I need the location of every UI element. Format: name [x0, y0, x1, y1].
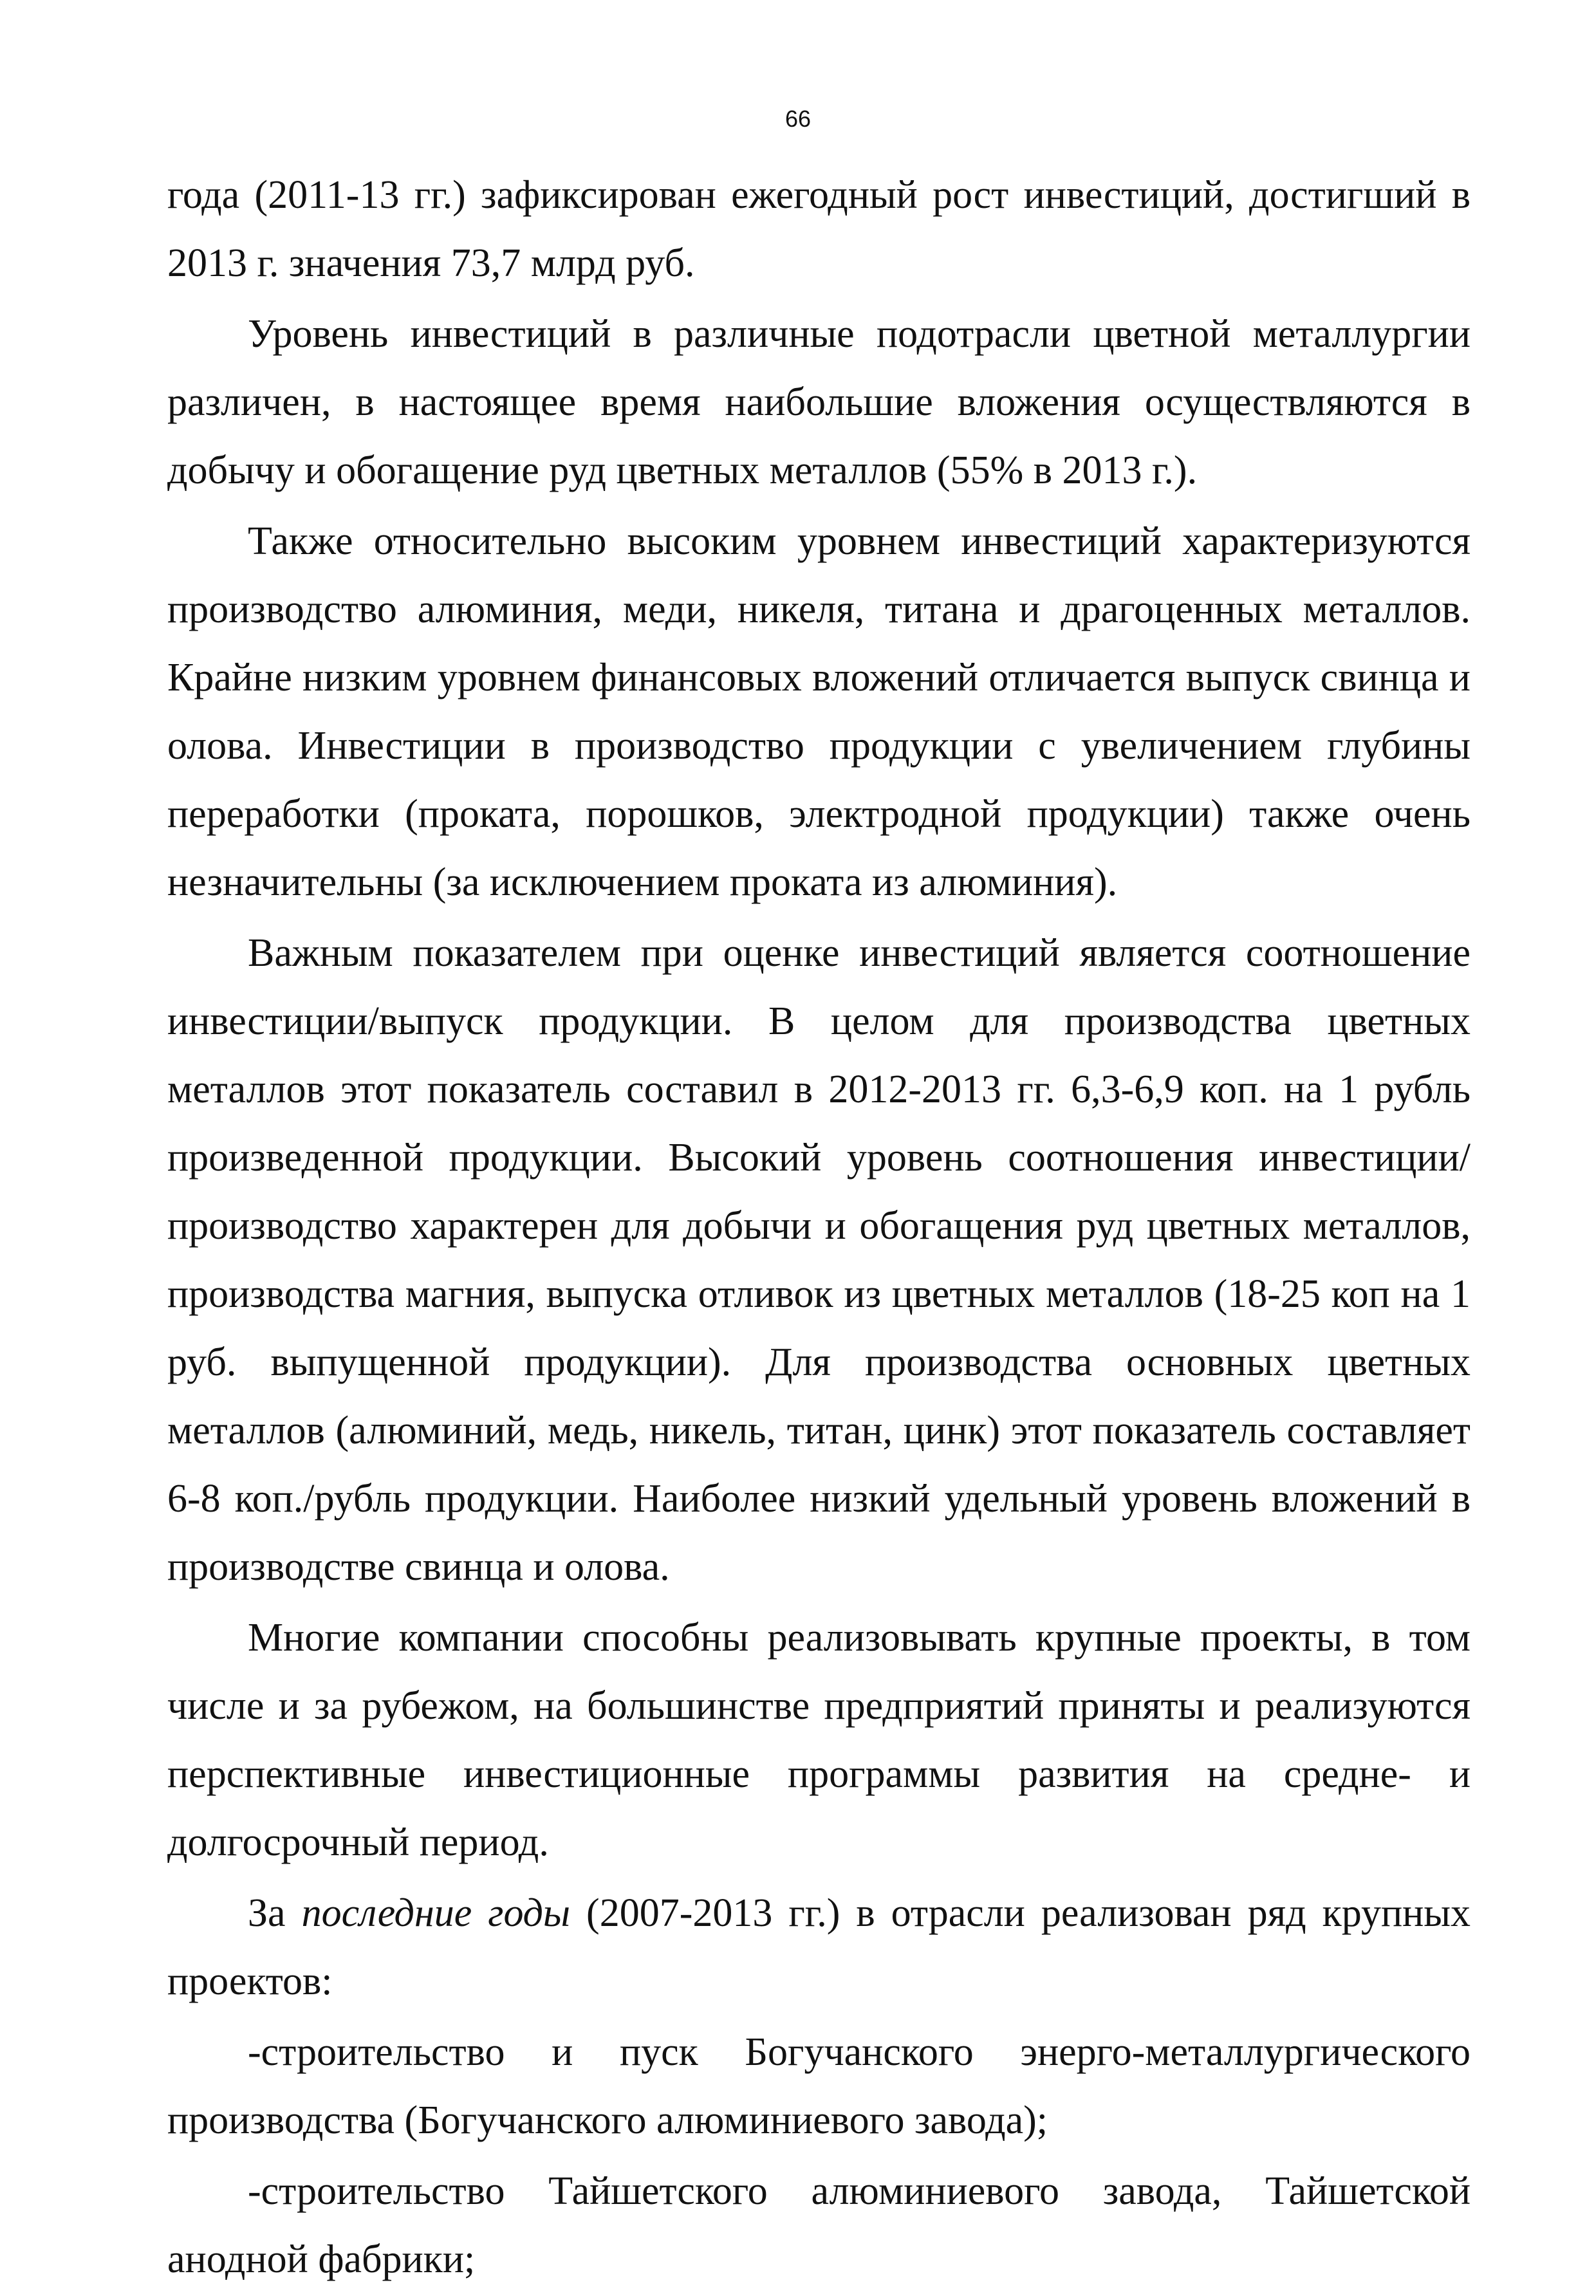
paragraph: Также относительно высоким уровнем инвестиций характеризуются производство алюминия, меди, никеля, титана и драгоценных металлов. Крайне низким уровнем финансовых вложений отличается выпуск свинца и олова. Инвестиции в производство продукции с увеличением глубины переработки (проката, порошков, электродной продукции) также очень незначительны (за исключением проката из алюминия).	[167, 519, 1471, 904]
list-item: -строительство и пуск Богучанского энерго-металлургического производства (Богучанского алюминиевого завода);	[167, 2030, 1471, 2142]
paragraph: Многие компании способны реализовывать крупные проекты, в том числе и за рубежом, на большинстве предприятий приняты и реализуются перспективные инвестиционные программы развития на средне- и долгосрочный период.	[167, 1616, 1471, 1864]
paragraph-suffix: (2007-2013 гг.) в отрасли реализован ряд крупных проектов:	[167, 1891, 1471, 2003]
paragraph-with-emphasis	[167, 1879, 1471, 2015]
paragraph: года (2011-13 гг.) зафиксирован ежегодный рост инвестиций, достигший в 2013 г. значения 73,7 млрд руб.	[167, 173, 1471, 285]
paragraph: Важным показателем при оценке инвестиций является соотношение инвестиции/выпуск продукции. В целом для производства цветных металлов этот показатель составил в 2012-2013 гг. 6,3-6,9 коп. на 1 рубль произведенной продукции. Высокий уровень соотношения инвестиции/производство характерен для добычи и обогащения руд цветных металлов, производства магния, выпуска отливок из цветных металлов (18-25 коп на 1 руб. выпущенной продукции). Для производства основных цветных металлов (алюминий, медь, никель, титан, цинк) этот показатель составляет 6-8 коп./рубль продукции. Наиболее низкий удельный уровень вложений в производстве свинца и олова.	[167, 931, 1471, 1589]
paragraph: Уровень инвестиций в различные подотрасли цветной металлургии различен, в настоящее время наибольшие вложения осуществляются в добычу и обогащение руд цветных металлов (55% в 2013 г.).	[167, 312, 1471, 492]
emphasis-text: последние годы	[301, 1891, 571, 1935]
list-item: -строительство Тайшетского алюминиевого завода, Тайшетской анодной фабрики;	[167, 2169, 1471, 2281]
paragraph-prefix: За	[248, 1891, 302, 1935]
page-number: 66	[784, 106, 812, 132]
document-body	[167, 161, 1471, 2296]
